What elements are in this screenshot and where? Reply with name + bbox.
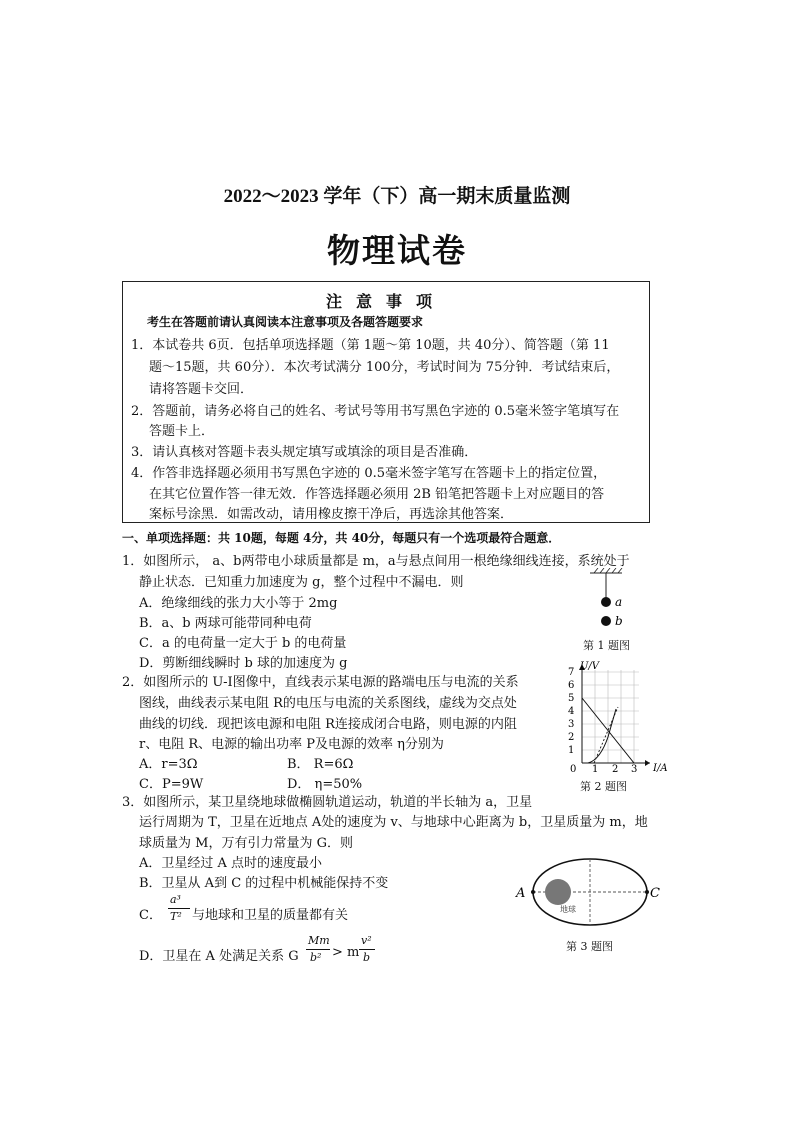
q3-option-d-num1: Mm — [308, 934, 330, 947]
q2-option-d: D． η=50% — [287, 777, 363, 792]
notice-line: 案标号涂黑．如需改动，请用橡皮擦干净后，再选涂其他答案． — [149, 507, 514, 522]
xtick: 1 — [592, 764, 599, 775]
q2-option-b: B． R=6Ω — [287, 757, 354, 772]
label-b: b — [615, 614, 623, 628]
ball-b — [601, 616, 611, 626]
label-A: A — [516, 886, 526, 901]
q2-stem: 2．如图所示的 U-I图像中，直线表示某电源的路端电压与电流的关系 — [122, 675, 519, 690]
notice-subtitle: 考生在答题前请认真阅读本注意事项及各题答题要求 — [147, 315, 424, 329]
q3-orbit-figure — [510, 852, 670, 934]
q3-option-c-den: T² — [170, 910, 182, 923]
q1-option-a: A．绝缘细线的张力大小等于 2mg — [139, 596, 338, 611]
subject-title: 物理试卷 — [327, 231, 467, 270]
notice-line: 在其它位置作答一律无效．作答选择题必须用 2B 铅笔把答题卡上对应题目的答 — [149, 487, 605, 502]
notice-line: 请将答题卡交回． — [149, 382, 254, 397]
q3-option-d-num2: v² — [361, 934, 372, 947]
q2-stem: 曲线的切线．现把该电源和电阻 R连接成闭合电路，则电源的内阻 — [139, 717, 517, 732]
q3-option-d-den1: b² — [310, 951, 322, 964]
q3-option-c-text: 与地球和卫星的质量都有关 — [192, 908, 349, 923]
q3-stem: 球质量为 M，万有引力常量为 G．则 — [139, 836, 353, 851]
earth-label: 地球 — [560, 905, 576, 914]
notice-box — [122, 281, 650, 523]
q3-option-c-prefix: C． — [139, 908, 162, 923]
q2-caption: 第 2 题图 — [580, 780, 627, 793]
q2-stem: r、电阻 R、电源的输出功率 P及电源的效率 η分别为 — [139, 737, 444, 752]
point-c — [645, 890, 649, 894]
q3-stem: 3．如图所示，某卫星绕地球做椭圆轨道运动，轨道的半长轴为 a，卫星 — [122, 795, 533, 810]
q1-caption: 第 1 题图 — [583, 639, 630, 652]
q3-option-d-prefix: D．卫星在 A 处满足关系 G — [139, 949, 299, 964]
ytick: 4 — [568, 706, 575, 717]
x-axis-label: I/A — [653, 763, 668, 774]
q2-option-c: C．P=9W — [139, 777, 204, 792]
ytick: 1 — [568, 745, 575, 756]
notice-line: 2．答题前，请务必将自己的姓名、考试号等用书写黑色字迹的 0.5毫米签字笔填写在 — [131, 404, 620, 419]
exam-title: 2022～2023 学年（下）高一期末质量监测 — [223, 186, 571, 207]
xtick: 2 — [612, 764, 619, 775]
point-a — [531, 890, 535, 894]
q2-stem: 图线，曲线表示某电阻 R的电压与电流的关系图线，虚线为交点处 — [139, 696, 517, 711]
ytick: 2 — [568, 732, 575, 743]
q1-option-c: C．a 的电荷量一定大于 b 的电荷量 — [139, 636, 347, 651]
q1-stem: 1．如图所示， a、b两带电小球质量都是 m，a与悬点间用一根绝缘细线连接，系统处于 — [122, 554, 630, 569]
q3-option-b: B．卫星从 A到 C 的过程中机械能保持不变 — [139, 876, 389, 891]
ytick: 7 — [568, 667, 575, 678]
q3-option-d-mid: > m — [332, 945, 360, 960]
label-a: a — [615, 595, 623, 609]
q1-option-d: D．剪断细线瞬时 b 球的加速度为 g — [139, 656, 348, 671]
notice-line: 4．作答非选择题必须用书写黑色字迹的 0.5毫米签字笔写在答题卡上的指定位置， — [131, 466, 607, 481]
q3-stem: 运行周期为 T，卫星在近地点 A处的速度为 v、与地球中心距离为 b，卫星质量为 m，地 — [139, 815, 648, 830]
section-heading: 一、单项选择题：共 10题，每题 4分，共 40分，每题只有一个选项最符合题意． — [122, 531, 561, 545]
q3-option-d-den2: b — [363, 951, 371, 964]
q3-option-a: A．卫星经过 A 点时的速度最小 — [139, 856, 323, 871]
xtick: 3 — [631, 764, 638, 775]
ytick: 0 — [570, 764, 577, 775]
ytick: 5 — [568, 693, 575, 704]
q3-caption: 第 3 题图 — [566, 940, 613, 953]
ytick: 3 — [568, 719, 575, 730]
y-axis-label: U/V — [580, 661, 600, 672]
ball-a — [601, 597, 611, 607]
fraction-bar — [359, 949, 375, 950]
q1-option-b: B．a、b 两球可能带同种电荷 — [139, 616, 312, 631]
q1-stem: 静止状态．已知重力加速度为 g，整个过程中不漏电．则 — [139, 575, 464, 590]
notice-line: 3．请认真核对答题卡表头规定填写或填涂的项目是否准确． — [131, 445, 478, 460]
q1-figure — [570, 568, 640, 634]
fraction-bar — [168, 908, 190, 909]
notice-line: 1．本试卷共 6页．包括单项选择题（第 1题～第 10题，共 40分）、简答题（第 11 — [131, 338, 610, 353]
q2-option-a: A．r=3Ω — [139, 757, 198, 772]
label-C: C — [650, 886, 660, 901]
fraction-bar — [306, 949, 330, 950]
q2-ui-graph — [560, 660, 676, 776]
graph-grid — [582, 670, 639, 763]
notice-title: 注意事项 — [325, 292, 446, 311]
notice-line: 答题卡上． — [149, 424, 215, 439]
notice-line: 题～15题，共 60分）．本次考试满分 100分，考试时间为 75分钟．考试结束后， — [149, 360, 620, 375]
ytick: 6 — [568, 680, 575, 691]
q3-option-c-num: a³ — [170, 893, 181, 906]
earth-icon — [545, 879, 571, 905]
